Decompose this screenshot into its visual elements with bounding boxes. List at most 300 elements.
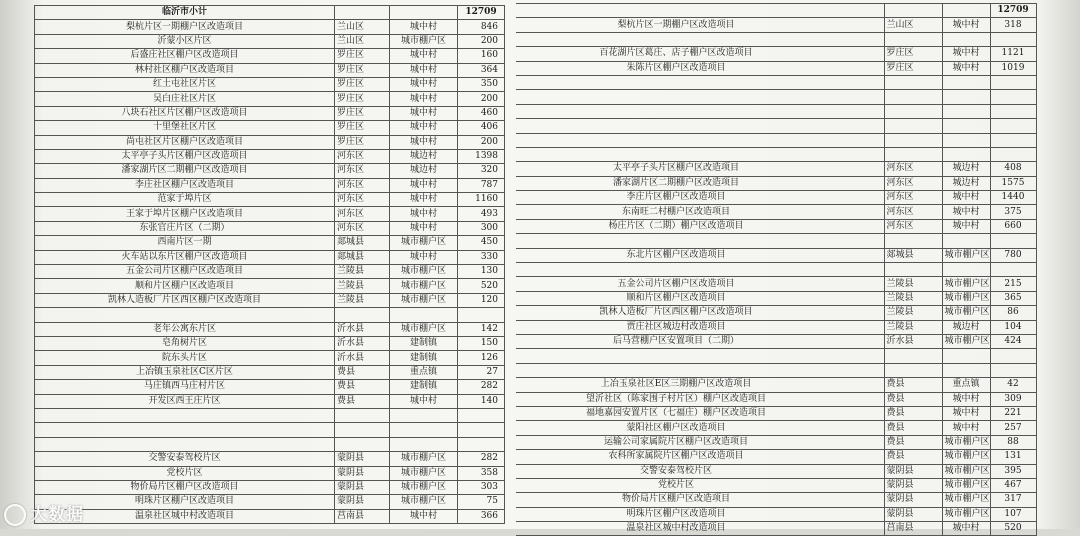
county-cell (335, 308, 390, 322)
project-name-cell (516, 234, 836, 248)
table-row (516, 263, 1036, 277)
type-cell: 重点镇 (942, 378, 990, 392)
table-row (516, 363, 1036, 377)
project-name-cell: 东南旺二村棚户区改造项目 (516, 205, 836, 219)
table-row (516, 320, 1036, 334)
project-name-cell: 东张官庄片区（二期） (35, 221, 335, 235)
spacer-cell (836, 75, 884, 89)
county-cell: 兰陵县 (335, 279, 390, 293)
table-row (516, 61, 1036, 75)
type-cell: 城边村 (942, 320, 990, 334)
table-row (516, 435, 1036, 449)
type-cell: 城市棚户区 (390, 466, 458, 480)
table-row (516, 234, 1036, 248)
table-row (35, 149, 505, 163)
households-cell: 408 (990, 162, 1036, 176)
type-cell (942, 349, 990, 363)
county-cell: 蒙阴县 (884, 493, 942, 507)
type-cell: 城市棚户区 (390, 322, 458, 336)
households-cell (458, 408, 505, 422)
households-cell (990, 119, 1036, 133)
table-row (35, 121, 505, 135)
households-cell (458, 308, 505, 322)
county-cell: 费县 (884, 421, 942, 435)
type-cell: 城市棚户区 (942, 450, 990, 464)
project-name-cell: 老年公寓东片区 (35, 322, 335, 336)
table-row (35, 92, 505, 106)
table-row (35, 466, 505, 480)
type-cell (942, 263, 990, 277)
type-cell: 城市棚户区 (942, 306, 990, 320)
households-cell (990, 32, 1036, 46)
project-name-cell: 党校片区 (35, 466, 335, 480)
households-cell: 365 (990, 291, 1036, 305)
households-cell (990, 363, 1036, 377)
table-row (516, 133, 1036, 147)
county-cell: 蒙阴县 (335, 495, 390, 509)
households-cell: 257 (990, 421, 1036, 435)
table-row (516, 378, 1036, 392)
table-row (35, 322, 505, 336)
county-cell: 蒙阴县 (335, 480, 390, 494)
households-cell: 320 (458, 164, 505, 178)
type-cell: 城中村 (942, 191, 990, 205)
table-header-row (516, 4, 1036, 18)
project-name-cell: 蒙阳社区棚户区改造项目 (516, 421, 836, 435)
households-cell: 140 (458, 394, 505, 408)
households-cell: 1575 (990, 176, 1036, 190)
households-cell: 358 (458, 466, 505, 480)
type-cell: 城中村 (390, 221, 458, 235)
type-cell: 城中村 (390, 106, 458, 120)
households-cell: 364 (458, 63, 505, 77)
project-name-cell: 东北片区棚户区改造项目 (516, 248, 836, 262)
households-cell: 309 (990, 392, 1036, 406)
county-cell: 罗庄区 (335, 121, 390, 135)
county-cell: 蒙阴县 (335, 466, 390, 480)
county-cell: 兰陵县 (884, 320, 942, 334)
households-cell: 395 (990, 464, 1036, 478)
county-cell: 沂水县 (335, 322, 390, 336)
type-cell (942, 90, 990, 104)
spacer-cell (836, 435, 884, 449)
project-name-cell: 明珠片区棚户区改造项目 (516, 507, 836, 521)
county-cell: 罗庄区 (884, 61, 942, 75)
project-name-cell (516, 133, 836, 147)
table-row (35, 178, 505, 192)
spacer-cell (836, 119, 884, 133)
project-name-cell: 王家于埠片区棚户区改造项目 (35, 207, 335, 221)
households-cell: 1398 (458, 149, 505, 163)
empty-cell (516, 4, 836, 18)
table-header-row (35, 6, 505, 20)
project-name-cell: 凯林人造板厂片区西区棚户区改造项目 (516, 306, 836, 320)
table-row (516, 32, 1036, 46)
project-name-cell: 物价局片区棚户区改造项目 (35, 480, 335, 494)
households-cell: 126 (458, 351, 505, 365)
households-cell (990, 263, 1036, 277)
table-row (35, 265, 505, 279)
subtotal-label: 临沂市小计 (35, 6, 335, 20)
households-cell: 520 (990, 522, 1036, 536)
type-cell: 城中村 (942, 205, 990, 219)
project-name-cell (516, 104, 836, 118)
county-cell (884, 32, 942, 46)
type-cell: 城中村 (942, 61, 990, 75)
type-cell (942, 32, 990, 46)
watermark-icon (4, 504, 26, 526)
spacer-cell (836, 406, 884, 420)
households-cell (990, 133, 1036, 147)
households-cell: 142 (458, 322, 505, 336)
project-name-cell: 林村社区棚户区改造项目 (35, 63, 335, 77)
households-cell: 282 (458, 452, 505, 466)
spacer-cell (836, 349, 884, 363)
table-row (35, 34, 505, 48)
project-name-cell: 杨庄片区（二期）棚户区改造项目 (516, 219, 836, 233)
empty-cell (390, 6, 458, 20)
project-name-cell: 红土屯社区片区 (35, 77, 335, 91)
households-cell: 450 (458, 236, 505, 250)
households-cell: 215 (990, 277, 1036, 291)
type-cell: 城市棚户区 (390, 265, 458, 279)
table-row (516, 392, 1036, 406)
table-row (516, 119, 1036, 133)
project-name-cell (516, 119, 836, 133)
table-row (516, 162, 1036, 176)
project-name-cell: 梨杭片区一期棚户区改造项目 (35, 20, 335, 34)
spacer-cell (836, 234, 884, 248)
households-cell (458, 423, 505, 437)
county-cell (884, 234, 942, 248)
table-row (516, 478, 1036, 492)
table-row (35, 77, 505, 91)
type-cell: 城中村 (942, 522, 990, 536)
type-cell: 城市棚户区 (390, 34, 458, 48)
project-name-cell: 沂蒙小区片区 (35, 34, 335, 48)
spacer-cell (836, 147, 884, 161)
county-cell: 郯城县 (335, 250, 390, 264)
type-cell: 城市棚户区 (390, 293, 458, 307)
households-cell: 88 (990, 435, 1036, 449)
county-cell: 罗庄区 (335, 49, 390, 63)
type-cell: 城中村 (390, 207, 458, 221)
county-cell (884, 104, 942, 118)
households-cell (990, 104, 1036, 118)
table-row (35, 193, 505, 207)
table-row (35, 480, 505, 494)
table-row (35, 351, 505, 365)
table-row (516, 421, 1036, 435)
project-name-cell: 明珠片区棚户区改造项目 (35, 495, 335, 509)
watermark-text: 大数据 (30, 505, 84, 525)
type-cell: 城中村 (390, 509, 458, 523)
households-cell: 493 (458, 207, 505, 221)
table-row (516, 219, 1036, 233)
project-name-cell (516, 75, 836, 89)
county-cell: 河东区 (335, 221, 390, 235)
project-name-cell: 望沂社区（陈家围子村片区）棚户区改造项目 (516, 392, 836, 406)
spacer-cell (836, 90, 884, 104)
households-cell: 200 (458, 135, 505, 149)
households-cell (458, 437, 505, 451)
table-row (516, 176, 1036, 190)
table-row (35, 279, 505, 293)
spacer-cell (836, 248, 884, 262)
county-cell: 郯城县 (335, 236, 390, 250)
county-cell (335, 408, 390, 422)
households-cell: 467 (990, 478, 1036, 492)
subtotal-value: 12709 (990, 4, 1036, 18)
spacer-cell (836, 263, 884, 277)
county-cell: 费县 (884, 435, 942, 449)
project-name-cell: 福地嘉园安置片区（七福庄）棚户区改造项目 (516, 406, 836, 420)
households-cell: 300 (458, 221, 505, 235)
households-cell: 375 (990, 205, 1036, 219)
table-row (516, 47, 1036, 61)
spacer-cell (836, 478, 884, 492)
project-name-cell: 五金公司片区棚户区改造项目 (35, 265, 335, 279)
households-cell: 366 (458, 509, 505, 523)
project-name-cell: 太平亭子头片区棚户区改造项目 (35, 149, 335, 163)
county-cell: 蒙阴县 (884, 478, 942, 492)
type-cell (390, 308, 458, 322)
table-row (516, 205, 1036, 219)
type-cell (942, 147, 990, 161)
type-cell: 城市棚户区 (390, 279, 458, 293)
households-cell: 221 (990, 406, 1036, 420)
type-cell: 城中村 (942, 421, 990, 435)
table-row (35, 20, 505, 34)
county-cell: 费县 (884, 378, 942, 392)
type-cell: 城中村 (390, 121, 458, 135)
households-cell: 350 (458, 77, 505, 91)
table-row (35, 308, 505, 322)
households-cell: 150 (458, 336, 505, 350)
table-row (35, 63, 505, 77)
type-cell: 重点镇 (390, 365, 458, 379)
type-cell: 建制镇 (390, 380, 458, 394)
type-cell: 城市棚户区 (942, 291, 990, 305)
households-cell: 104 (990, 320, 1036, 334)
type-cell: 城市棚户区 (942, 277, 990, 291)
type-cell: 城边村 (942, 162, 990, 176)
county-cell: 兰山区 (884, 18, 942, 32)
county-cell: 兰陵县 (884, 306, 942, 320)
project-name-cell: 后盛庄社区棚户区改造项目 (35, 49, 335, 63)
table-row (35, 336, 505, 350)
spacer-cell (836, 450, 884, 464)
type-cell: 建制镇 (390, 351, 458, 365)
table-row (35, 380, 505, 394)
spacer-cell (836, 104, 884, 118)
spacer-cell (836, 363, 884, 377)
households-cell: 200 (458, 92, 505, 106)
households-cell: 303 (458, 480, 505, 494)
type-cell: 城市棚户区 (390, 236, 458, 250)
households-cell (990, 90, 1036, 104)
spacer-cell (836, 18, 884, 32)
empty-cell (884, 4, 942, 18)
type-cell: 城中村 (942, 18, 990, 32)
table-row (516, 147, 1036, 161)
county-cell: 河东区 (335, 149, 390, 163)
project-name-cell (35, 308, 335, 322)
table-row (35, 293, 505, 307)
table-row (516, 291, 1036, 305)
households-cell: 1121 (990, 47, 1036, 61)
table-row (516, 104, 1036, 118)
table-row (35, 221, 505, 235)
project-name-cell: 马庄镇西马庄村片区 (35, 380, 335, 394)
type-cell: 城市棚户区 (942, 507, 990, 521)
type-cell: 城中村 (942, 47, 990, 61)
type-cell: 城边村 (390, 164, 458, 178)
spacer-cell (836, 507, 884, 521)
project-name-cell (516, 349, 836, 363)
type-cell: 城中村 (390, 178, 458, 192)
spacer-cell (836, 133, 884, 147)
county-cell: 兰陵县 (335, 265, 390, 279)
table-row (516, 507, 1036, 521)
spacer-cell (836, 464, 884, 478)
project-name-cell: 顺和片区棚户区改造项目 (35, 279, 335, 293)
type-cell (390, 437, 458, 451)
county-cell: 费县 (884, 392, 942, 406)
spacer-cell (836, 191, 884, 205)
county-cell: 河东区 (335, 178, 390, 192)
county-cell: 费县 (335, 365, 390, 379)
households-cell: 1160 (458, 193, 505, 207)
county-cell (884, 133, 942, 147)
project-name-cell: 物价局片区棚户区改造项目 (516, 493, 836, 507)
households-cell: 846 (458, 20, 505, 34)
county-cell: 蒙阴县 (884, 507, 942, 521)
table-row (516, 349, 1036, 363)
table-row (516, 75, 1036, 89)
table-row (516, 493, 1036, 507)
spacer-cell (836, 162, 884, 176)
type-cell: 城边村 (390, 149, 458, 163)
project-name-cell: 后马营棚户区安置项目（二期） (516, 334, 836, 348)
county-cell: 兰陵县 (884, 277, 942, 291)
table-row (35, 365, 505, 379)
type-cell: 城中村 (390, 394, 458, 408)
households-cell: 107 (990, 507, 1036, 521)
county-cell: 河东区 (884, 191, 942, 205)
type-cell: 城市棚户区 (942, 478, 990, 492)
type-cell: 城中村 (390, 49, 458, 63)
spacer-cell (836, 176, 884, 190)
county-cell: 河东区 (884, 162, 942, 176)
county-cell: 费县 (884, 406, 942, 420)
project-name-cell (516, 147, 836, 161)
project-name-cell: 贾庄社区城边村改造项目 (516, 320, 836, 334)
spacer-cell (836, 205, 884, 219)
table-row (516, 277, 1036, 291)
households-cell: 42 (990, 378, 1036, 392)
project-name-cell (516, 32, 836, 46)
type-cell: 城中村 (942, 406, 990, 420)
watermark-logo (4, 500, 139, 526)
households-cell: 780 (990, 248, 1036, 262)
project-name-cell: 李庄片区棚户区改造项目 (516, 191, 836, 205)
county-cell: 沂水县 (335, 351, 390, 365)
households-cell: 330 (458, 250, 505, 264)
type-cell: 城中村 (390, 92, 458, 106)
table-row (516, 191, 1036, 205)
households-cell: 660 (990, 219, 1036, 233)
type-cell: 城市棚户区 (942, 334, 990, 348)
households-cell: 120 (458, 293, 505, 307)
county-cell (884, 263, 942, 277)
spacer-cell (836, 32, 884, 46)
county-cell (884, 119, 942, 133)
spacer-cell (836, 421, 884, 435)
county-cell: 河东区 (884, 205, 942, 219)
table-row (35, 207, 505, 221)
table-row (516, 334, 1036, 348)
county-cell: 蒙阴县 (884, 464, 942, 478)
type-cell: 城中村 (390, 135, 458, 149)
county-cell: 兰陵县 (884, 291, 942, 305)
households-cell: 131 (990, 450, 1036, 464)
county-cell: 河东区 (335, 207, 390, 221)
project-name-cell: 上冶镇玉泉社区C区片区 (35, 365, 335, 379)
type-cell (942, 363, 990, 377)
households-cell: 282 (458, 380, 505, 394)
type-cell: 城市棚户区 (390, 495, 458, 509)
table-row (35, 135, 505, 149)
households-cell: 86 (990, 306, 1036, 320)
households-cell: 520 (458, 279, 505, 293)
table-row (35, 49, 505, 63)
project-name-cell: 八块石社区片区棚户区改造项目 (35, 106, 335, 120)
project-name-cell: 百花湖片区葛庄、店子棚户区改造项目 (516, 47, 836, 61)
county-cell: 河东区 (335, 164, 390, 178)
table-row (516, 450, 1036, 464)
type-cell: 城市棚户区 (942, 248, 990, 262)
project-name-cell: 潘家湖片区二期棚户区改造项目 (35, 164, 335, 178)
county-cell: 罗庄区 (335, 63, 390, 77)
households-cell: 406 (458, 121, 505, 135)
project-name-cell: 温泉社区城中村改造项目 (35, 509, 335, 523)
spacer-cell (836, 47, 884, 61)
empty-cell (335, 6, 390, 20)
spacer-cell (836, 306, 884, 320)
project-name-cell: 尚屯社区片区棚户区改造项目 (35, 135, 335, 149)
table-row (35, 236, 505, 250)
county-cell: 河东区 (335, 193, 390, 207)
county-cell: 兰陵县 (335, 293, 390, 307)
project-name-cell: 农科所家属院片区棚户区改造项目 (516, 450, 836, 464)
empty-cell (836, 4, 884, 18)
type-cell: 建制镇 (390, 336, 458, 350)
county-cell: 罗庄区 (884, 47, 942, 61)
table-row (35, 437, 505, 451)
type-cell: 城市棚户区 (390, 480, 458, 494)
households-cell: 460 (458, 106, 505, 120)
county-cell: 郯城县 (884, 248, 942, 262)
county-cell: 费县 (335, 380, 390, 394)
project-name-cell: 李庄社区棚户区改造项目 (35, 178, 335, 192)
households-cell: 75 (458, 495, 505, 509)
table-row (35, 423, 505, 437)
type-cell: 城中村 (390, 20, 458, 34)
project-name-cell: 温泉社区城中村改造项目 (516, 522, 836, 536)
households-cell (990, 234, 1036, 248)
county-cell (884, 90, 942, 104)
